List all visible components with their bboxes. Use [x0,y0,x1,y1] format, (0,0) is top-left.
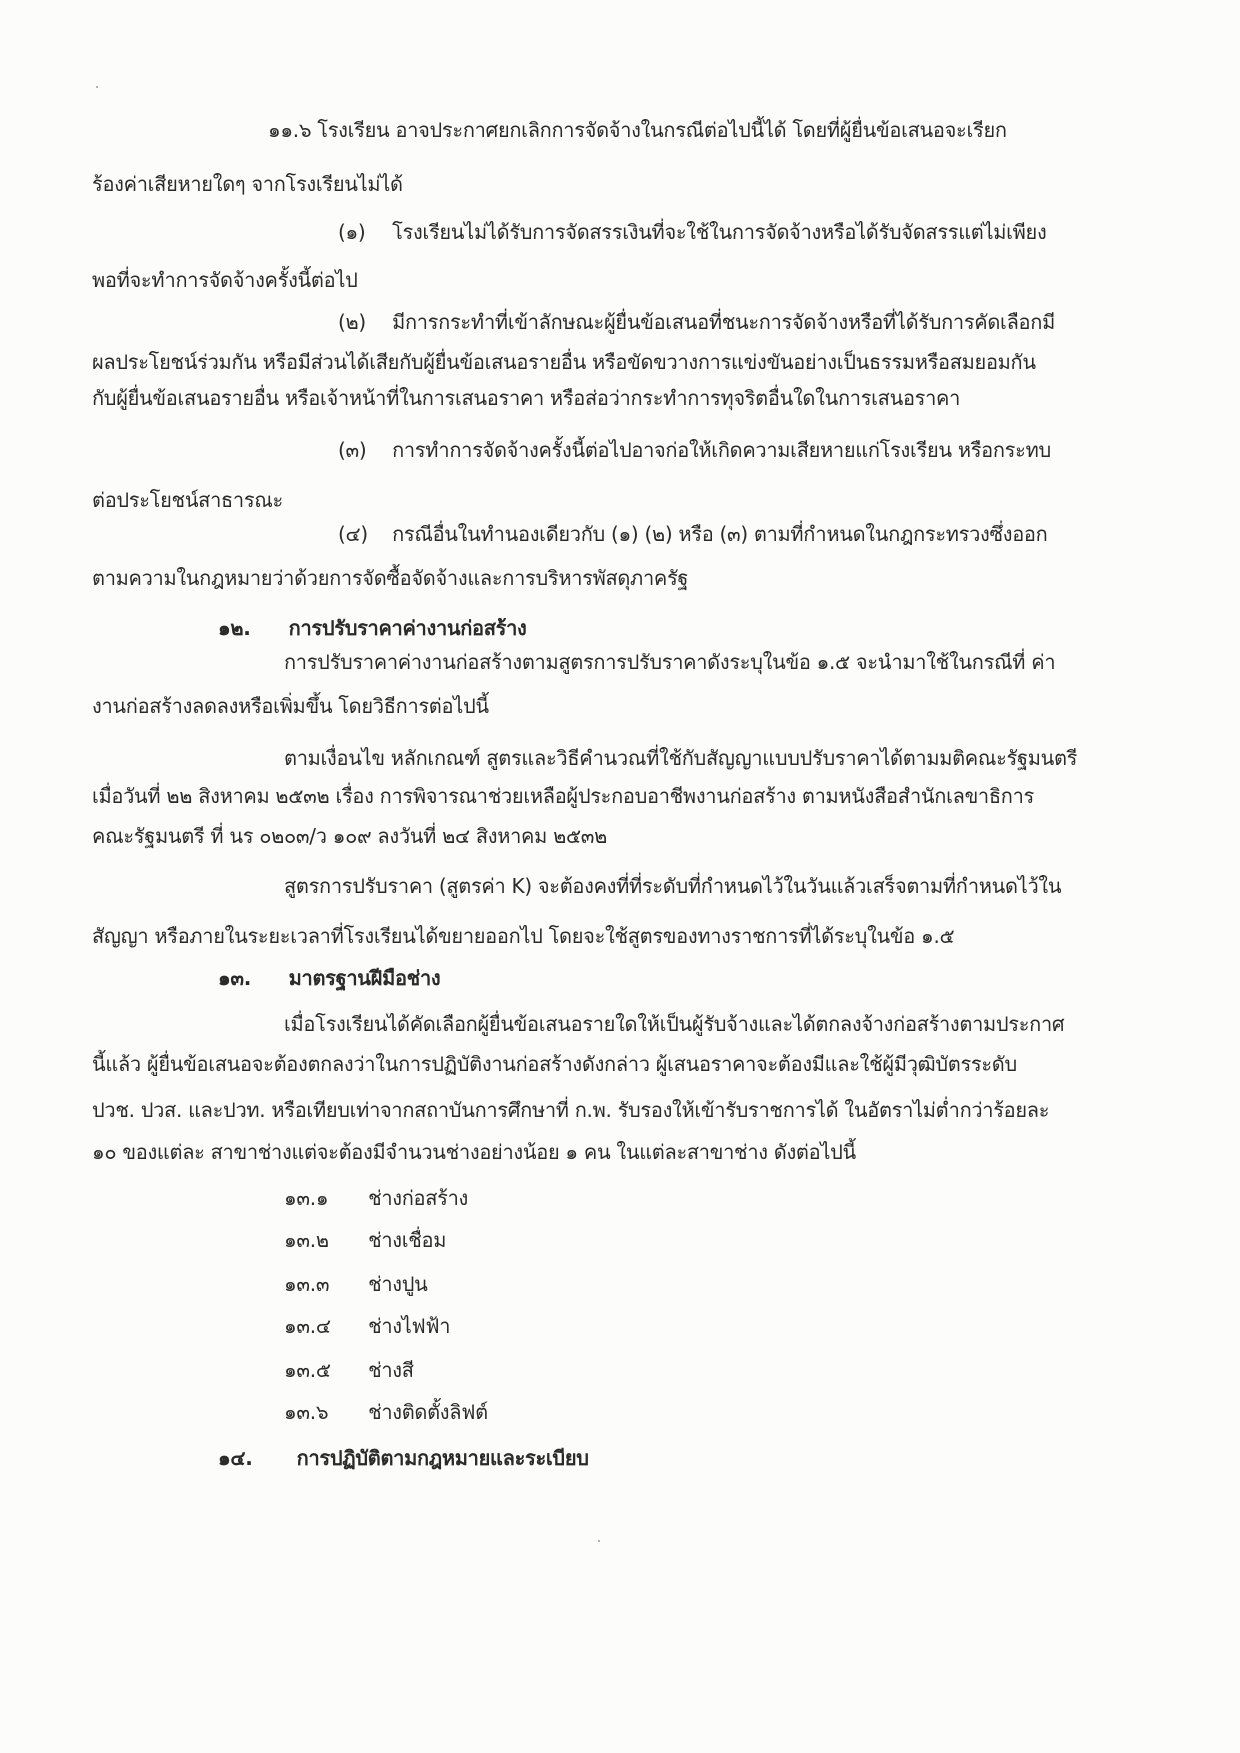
item-text: โรงเรียนไม่ได้รับการจัดสรรเงินที่จะใช้ในการจัดจ้างหรือได้รับจัดสรรแต่ไม่เพียง [392,220,1047,244]
item-number: ๑๓.๕ [284,1358,331,1382]
section-13-p1-line-3: ปวช. ปวส. และปวท. หรือเทียบเท่าจากสถาบันการศึกษาที่ ก.พ. รับรองให้เข้ารับราชการได้ ในอัตราไม่ต่ำกว่าร้อยละ [92,1098,1050,1122]
clause-11-6-item-2 [338,308,1055,336]
item-number: ๑๓.๖ [284,1400,329,1424]
section-13-p1-line-1: เมื่อโรงเรียนได้คัดเลือกผู้ยื่นข้อเสนอรายใดให้เป็นผู้รับจ้างและได้ตกลงจ้างก่อสร้างตามประกาศ [284,1012,1065,1036]
clause-11-6-item-3-cont-1: ต่อประโยชน์สาธารณะ [92,488,284,512]
section-12-p2-line-2: เมื่อวันที่ ๒๒ สิงหาคม ๒๕๓๒ เรื่อง การพิจารณาช่วยเหลือผู้ประกอบอาชีพงานก่อสร้าง ตามหนังสือสำนักเลขาธิการ [92,784,1034,808]
item-text: ช่างไฟฟ้า [368,1314,451,1338]
clause-11-6-item-2-cont-1: ผลประโยชน์ร่วมกัน หรือมีส่วนได้เสียกับผู้ยื่นข้อเสนอรายอื่น หรือขัดขวางการแข่งขันอย่างเป็นธรรมหรือสมยอมกัน [92,350,1036,374]
clause-11-6-item-4-cont-1: ตามความในกฎหมายว่าด้วยการจัดซื้อจัดจ้างและการบริหารพัสดุภาครัฐ [92,566,689,590]
clause-11-6-item-2-cont-2: กับผู้ยื่นข้อเสนอรายอื่น หรือเจ้าหน้าที่ในการเสนอราคา หรือส่อว่ากระทำการทุจริตอื่นใดในการเสนอราคา [92,386,961,410]
clause-11-6-line-1: ๑๑.๖ โรงเรียน อาจประกาศยกเลิกการจัดจ้างในกรณีต่อไปนี้ได้ โดยที่ผู้ยื่นข้อเสนอจะเรียก [268,118,1007,142]
clause-11-6-line-2: ร้องค่าเสียหายใดๆ จากโรงเรียนไม่ได้ [92,172,403,196]
item-number: ๑๓.๑ [284,1186,329,1210]
item-number: (๒) [338,310,366,334]
section-12-heading [218,614,527,642]
item-number: (๔) [338,522,368,546]
item-number: ๑๓.๒ [284,1228,329,1252]
clause-11-6-item-1 [338,218,1046,246]
section-title: การปฏิบัติตามกฎหมายและระเบียบ [296,1446,589,1470]
item-number: ๑๓.๓ [284,1272,330,1296]
section-number: ๑๔. [218,1446,253,1470]
section-12-p3-line-2: สัญญา หรือภายในระยะเวลาที่โรงเรียนได้ขยายออกไป โดยจะใช้สูตรของทางราชการที่ได้ระบุในข้อ ๑.๕ [92,924,955,948]
section-title: มาตรฐานฝีมือช่าง [288,966,441,990]
section-12-p3-line-1: สูตรการปรับราคา (สูตรค่า K) จะต้องคงที่ที่ระดับที่กำหนดไว้ในวันแล้วเสร็จตามที่กำหนดไว้ใน [284,874,1062,898]
section-13-item-6 [284,1398,488,1426]
item-number: (๓) [338,438,367,462]
item-text: ช่างติดตั้งลิฟต์ [368,1400,488,1424]
scan-speck [96,86,98,88]
item-number: ๑๓.๔ [284,1314,331,1338]
section-12-p1-line-1: การปรับราคาค่างานก่อสร้างตามสูตรการปรับราคาดังระบุในข้อ ๑.๕ จะนำมาใช้ในกรณีที่ ค่า [284,650,1056,674]
section-12-p2-line-3: คณะรัฐมนตรี ที่ นร ๐๒๐๓/ว ๑๐๙ ลงวันที่ ๒๔ สิงหาคม ๒๕๓๒ [92,824,608,848]
item-text: ช่างสี [368,1358,414,1382]
section-13-item-3 [284,1270,428,1298]
section-13-item-4 [284,1312,450,1340]
section-number: ๑๒. [218,616,251,640]
clause-11-6-item-1-cont-1: พอที่จะทำการจัดจ้างครั้งนี้ต่อไป [92,268,358,292]
section-13-item-1 [284,1184,468,1212]
section-13-item-5 [284,1356,414,1384]
clause-11-6-item-4 [338,520,1047,548]
section-number: ๑๓. [218,966,252,990]
section-13-p1-line-2: นี้แล้ว ผู้ยื่นข้อเสนอจะต้องตกลงว่าในการปฏิบัติงานก่อสร้างดังกล่าว ผู้เสนอราคาจะต้องมีและใช้ผู้มีวุฒิบัตรระดับ [92,1052,1017,1076]
item-text: กรณีอื่นในทำนองเดียวกับ (๑) (๒) หรือ (๓) ตามที่กำหนดในกฎกระทรวงซึ่งออก [392,522,1048,546]
section-13-p1-line-4: ๑๐ ของแต่ละ สาขาช่างแต่จะต้องมีจำนวนช่างอย่างน้อย ๑ คน ในแต่ละสาขาช่าง ดังต่อไปนี้ [92,1140,856,1164]
item-text: ช่างก่อสร้าง [368,1186,468,1210]
section-12-p2-line-1: ตามเงื่อนไข หลักเกณฑ์ สูตรและวิธีคำนวณที่ใช้กับสัญญาแบบปรับราคาได้ตามมติคณะรัฐมนตรี [284,746,1078,770]
clause-11-6-item-3 [338,436,1051,464]
section-13-item-2 [284,1226,446,1254]
item-number: (๑) [338,220,366,244]
item-text: มีการกระทำที่เข้าลักษณะผู้ยื่นข้อเสนอที่ชนะการจัดจ้างหรือที่ได้รับการคัดเลือกมี [392,310,1055,334]
scan-speck [598,1540,600,1542]
section-13-heading [218,964,440,992]
section-14-heading [218,1444,589,1472]
item-text: ช่างเชื่อม [368,1228,447,1252]
section-title: การปรับราคาค่างานก่อสร้าง [288,616,527,640]
item-text: ช่างปูน [368,1272,428,1296]
section-12-p1-line-2: งานก่อสร้างลดลงหรือเพิ่มขึ้น โดยวิธีการต่อไปนี้ [92,694,489,718]
item-text: การทำการจัดจ้างครั้งนี้ต่อไปอาจก่อให้เกิดความเสียหายแก่โรงเรียน หรือกระทบ [392,438,1051,462]
